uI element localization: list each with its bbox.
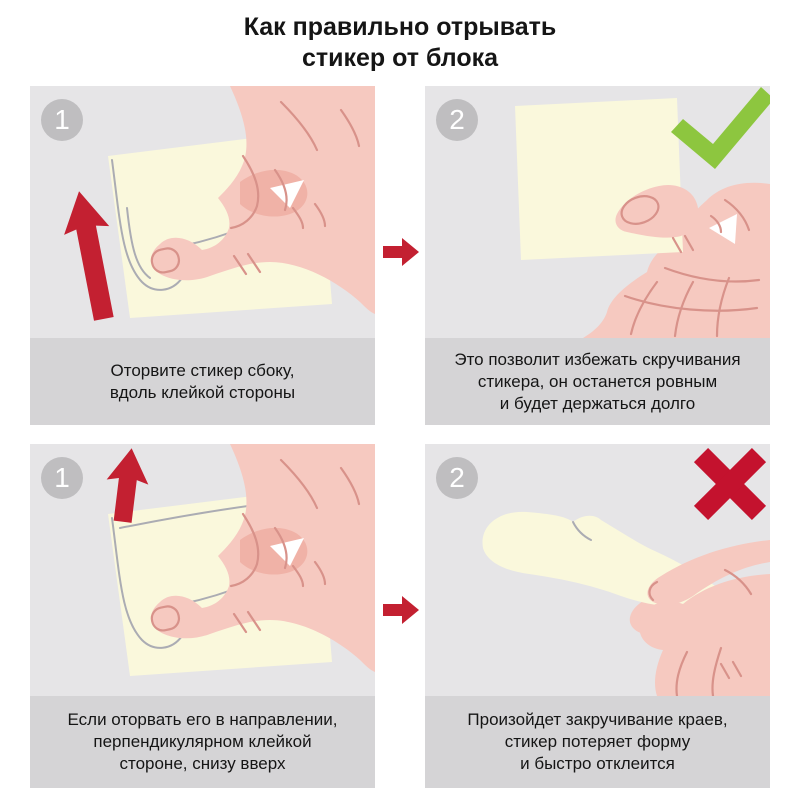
caption-line: стикер потеряет форму <box>504 732 691 751</box>
caption-line: Произойдет закручивание краев, <box>467 710 728 729</box>
panel-step2-correct <box>425 86 770 425</box>
caption-line: и будет держаться долго <box>499 393 696 413</box>
right-arrow-icon <box>383 237 419 267</box>
caption-step1-correct <box>30 338 375 425</box>
step-badge: 1 <box>41 457 83 499</box>
cross-icon <box>694 448 766 520</box>
caption-line: стикера, он останется ровным <box>477 371 718 391</box>
caption-step2-wrong <box>425 696 770 788</box>
checkmark-icon <box>671 87 770 169</box>
step-badge: 2 <box>436 99 478 141</box>
steps-grid <box>30 86 770 788</box>
page-title <box>0 12 800 74</box>
caption-step2-correct <box>425 338 770 425</box>
caption-line: стороне, снизу вверх <box>119 754 286 773</box>
caption-line: и быстро отклеится <box>520 754 675 773</box>
right-arrow-icon <box>383 595 419 625</box>
page-title-line1: Как правильно отрывать <box>243 13 557 41</box>
step-badge: 1 <box>41 99 83 141</box>
panel-step1-correct <box>30 86 375 425</box>
panel-step1-wrong <box>30 444 375 788</box>
caption-line: вдоль клейкой стороны <box>109 382 296 402</box>
illustration-peel-upwards <box>30 444 375 696</box>
caption-step1-wrong <box>30 696 375 788</box>
caption-line: Если оторвать его в направлении, <box>67 710 338 729</box>
illustration-curled-sticker <box>425 444 770 696</box>
illustration-peel-sideways <box>30 86 375 338</box>
illustration-flat-sticker <box>425 86 770 338</box>
caption-line: Оторвите стикер сбоку, <box>110 360 295 380</box>
page-title-line2: стикер от блока <box>301 44 499 72</box>
caption-line: перпендикулярном клейкой <box>93 732 312 751</box>
step-badge: 2 <box>436 457 478 499</box>
caption-line: Это позволит избежать скручивания <box>454 349 741 369</box>
panel-step2-wrong <box>425 444 770 788</box>
